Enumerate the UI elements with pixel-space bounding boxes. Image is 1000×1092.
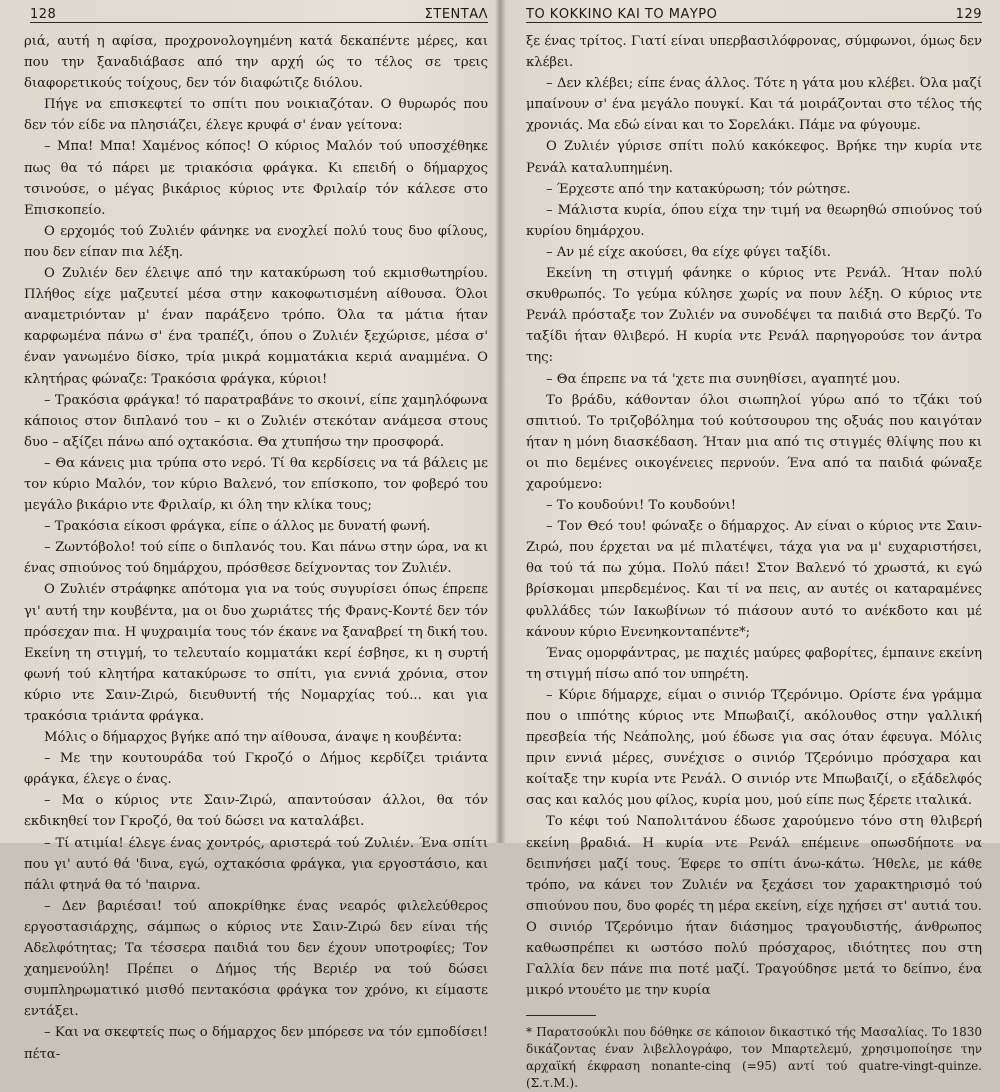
paragraph: Μόλις ο δήμαρχος βγήκε από την αίθουσα, άναψε η κουβέντα: xyxy=(44,730,462,746)
left-page-header xyxy=(30,0,488,23)
paragraph: – Και να σκεφτείς πως ο δήμαρχος δεν μπόρεσε να τόν εμποδίσει! πέτα- xyxy=(24,1025,488,1062)
left-page-body xyxy=(24,31,488,1065)
paragraph: – Μάλιστα κυρία, όπου είχα την τιμή να θεωρηθώ σπιούνος τού κυρίου δημάρχου. xyxy=(526,202,982,239)
right-page-header xyxy=(526,0,982,23)
paragraph: – Το κουδούνι! Το κουδούνι! xyxy=(546,498,736,514)
paragraph: – Μπα! Μπα! Χαμένος κόπος! Ο κύριος Μαλόν τού υποσχέθηκε πως θα τό πάρει με τριακόσια φράγκα. Κι επειδή ο δήμαρχος τσινούσε, ο μέγας βικάριος κύριος ντε Φριλαίρ τόν κάλεσε στο Επισκοπείο. xyxy=(24,139,488,218)
paragraph: Ο ερχομός τού Ζυλιέν φάνηκε να ενοχλεί πολύ τους δυο φίλους, που δεν είπαν πια λέξη. xyxy=(24,223,488,260)
paragraph: Ο Ζυλιέν στράφηκε απότομα για να τούς συγυρίσει όπως έπρεπε γι' αυτή την κουβέντα, μα οι δυο χωριάτες τής Φρανς-Κοντέ δεν τόν πρόσεχαν πια. Η ψυχραιμία τους τόν έκανε να ξαναβρεί τη δική του. Εκείνη τη στιγμή, το τελευταίο κομματάκι κερί έσβησε, κι η συρτή φωνή τού κλητήρα κατακύρωσε το σπίτι, για εννιά χρόνια, στον κύριο ντε Σαιν-Ζιρώ, διευθυντή τής Νομαρχίας τού... και για τρακόσια τριάντα φράγκα. xyxy=(24,582,488,724)
paragraph: – Έρχεστε από την κατακύρωση; τόν ρώτησε. xyxy=(546,181,851,197)
paragraph: – Θα έπρεπε να τά 'χετε πια συνηθίσει, αγαπητέ μου. xyxy=(546,371,901,387)
paragraph: – Δεν κλέβει; είπε ένας άλλος. Τότε η γάτα μου κλέβει. Όλα μαζί μπαίνουν σ' ένα μεγάλο πουγκί. Και τά μοιράζονται στο τέλος τής χρονιάς. Μα εδώ είναι και το Σορελάκι. Πάμε να φύγουμε. xyxy=(526,76,982,134)
paragraph: – Αν μέ είχε ακούσει, θα είχε φύγει ταξίδι. xyxy=(546,244,831,260)
paragraph: – Ζωντόβολο! τού είπε ο διπλανός του. Και πάνω στην ώρα, να κι ένας σπιούνος τού δημάρχου, πρόσθεσε δείχνοντας τον Ζυλιέν. xyxy=(24,540,488,577)
paragraph: Εκείνη τη στιγμή φάνηκε ο κύριος ντε Ρενάλ. Ήταν πολύ σκυθρωπός. Το γεύμα κύλησε χωρίς να πουν λέξη. Ο κύριος ντε Ρενάλ πρόσταξε τον Ζυλιέν να συνοδέψει τα παιδιά στο Βερζύ. Το ταξίδι ήταν θλιβερό. Η κυρία ντε Ρενάλ παρηγορούσε τον άντρα της: xyxy=(526,266,982,366)
paragraph: – Τον Θεό του! φώναξε ο δήμαρχος. Αν είναι ο κύριος ντε Σαιν-Ζιρώ, που έρχεται να μέ πιλατέψει, τάχα για να μ' ευχαριστήσει, θα τού τά πω χύμα. Πολύ πάει! Στον Βαλενό τό χρωστά, κι εγώ βρίσκομαι μπερδεμένος. Και τί να πεις, αν αυτές οι καταραμένες φυλλάδες τών Ιακωβίνων τό πιάσουν αυτό το ανέκδοτο και μέ κάνουν κύριο Ενενηκονταπέντε*; xyxy=(526,519,982,640)
paragraph: – Τρακόσια φράγκα! τό παρατραβάνε το σκοινί, είπε χαμηλόφωνα κάποιος στον διπλανό του – κι ο Ζυλιέν στεκόταν ανάμεσα στους δυο – αξίζει πάνω από οχτακόσια. Θα χτυπήσω την προσφορά. xyxy=(24,392,488,450)
paragraph: – Μα ο κύριος ντε Σαιν-Ζιρώ, απαντούσαν άλλοι, θα τόν εκδικηθεί τον Γκροζό, θα τού δώσει να καταλάβει. xyxy=(24,793,488,830)
right-page-body xyxy=(526,31,982,1001)
footnote-text: * Παρατσούκλι που δόθηκε σε κάποιον δικαστικό τής Μασαλίας. Το 1830 δικάζοντας έναν λιβελλογράφο, τον Μπαρτελεμύ, χρησιμοποίησε την αρχαϊκή έκφραση nonante-cinq (=95) αντί τού quatre-vingt-quinze. (Σ.τ.Μ.). xyxy=(526,1025,982,1091)
left-page xyxy=(0,0,500,1062)
paragraph: – Δεν βαριέσαι! τού αποκρίθηκε ένας νεαρός φιλελεύθερος εργοστασιάρχης, σάμπως ο κύριος ντε Σαιν-Ζιρώ δεν είναι τής Αδελφότητας; Τα τέσσερα παιδιά του δεν έχουν υποτροφίες; Τον χαημενούλη! Πρέπει ο Δήμος τής Βεριέρ να τού δώσει συμπληρωματικό μισθό πεντακόσια φράγκα τον χρόνο, κι είμαστε εντάξει. xyxy=(24,898,488,1020)
footnote xyxy=(526,1024,982,1092)
paragraph: Πήγε να επισκεφτεί το σπίτι που νοικιαζόταν. Ο θυρωρός που δεν τόν είδε να πλησιάζει, έλεγε κρυφά σ' έναν γείτονα: xyxy=(24,97,488,134)
paragraph: ξε ένας τρίτος. Γιατί είναι υπερβασιλόφρονας, σύμφωνοι, όμως δεν κλέβει. xyxy=(526,34,982,71)
paragraph: Το βράδυ, κάθονταν όλοι σιωπηλοί γύρω από το τζάκι τού σπιτιού. Το τριζοβόλημα τού κούτσουρου της οξυάς που καιγόταν ήταν η μόνη διασκέδαση. Ήταν μια από τις στιγμές θλίψης που κι οι πιο δεμένες οικογένειες περνούν. Ένα από τα παιδιά φώναξε χαρούμενο: xyxy=(526,392,982,492)
paragraph: ριά, αυτή η αφίσα, προχρονολογημένη κατά δεκαπέντε μέρες, και που την ξαναδιάβασε από την αρχή ώς το τέλος σε τρεις διαφορετικούς τοίχους, δεν τόν διαφώτιζε διόλου. xyxy=(24,34,488,92)
paragraph: Ο Ζυλιέν δεν έλειψε από την κατακύρωση τού εκμισθωτηρίου. Πλήθος είχε μαζευτεί μέσα στην κακοφωτισμένη αίθουσα. Όλοι αναμετριόνταν μ' έναν παράξενο τρόπο. Όλα τα μάτια ήταν καρφωμένα πάνω σ' ένα τραπέζι, όπου ο Ζυλιέν ξεχώρισε, μέσα σ' έναν γανωμένο δίσκο, τρία μικρά κομματάκια κεριά αναμμένα. Ο κλητήρας φώναζε: Τρακόσια φράγκα, κύριοι! xyxy=(24,266,488,387)
paragraph: – Τρακόσια είκοσι φράγκα, είπε ο άλλος με δυνατή φωνή. xyxy=(44,519,431,535)
paragraph: Ο Ζυλιέν γύρισε σπίτι πολύ κακόκεφος. Βρήκε την κυρία ντε Ρενάλ καταλυπημένη. xyxy=(526,139,982,176)
running-head: ΣΤΕΝΤΑΛ xyxy=(424,7,488,22)
page-number: 128 xyxy=(30,7,57,22)
paragraph: Το κέφι τού Ναπολιτάνου έδωσε χαρούμενο τόνο στη θλιβερή εκείνη βραδιά. Η κυρία ντε Ρενάλ επέμεινε οπωσδήποτε να δειπνήσει μαζί τους. Έφερε το σπίτι άνω-κάτω. Ήθελε, με κάθε τρόπο, να κάνει τον Ζυλιέν να ξεχάσει τον χαρακτηρισμό τού σπιούνου που, δυο φορές τη μέρα εκείνη, είχε ηχήσει στ' αυτιά του. Ο σινιόρ Τζερόνιμο ήταν διάσημος τραγουδιστής, άνθρωπος καθωσπρέπει κι ωστόσο πολύ πρόσχαρος, ιδιότητες που στη Γαλλία δεν πάνε πια ποτέ μαζί. Τραγούδησε μετά το δείπνο, ένα μικρό ντουέτο με την κυρία xyxy=(526,814,982,999)
right-page xyxy=(508,0,1000,1091)
page-number: 129 xyxy=(955,7,982,22)
running-head: ΤΟ ΚΟΚΚΙΝΟ ΚΑΙ ΤΟ ΜΑΥΡΟ xyxy=(526,7,718,22)
paragraph: – Θα κάνεις μια τρύπα στο νερό. Τί θα κερδίσεις να τά βάλεις με τον κύριο Μαλόν, τον κύριο Βαλενό, τον επίσκοπο, τον φοβερό του μεγάλο βικάριο ντε Φριλαίρ, κι όλη την κλίκα τους; xyxy=(24,455,488,514)
footnote-rule xyxy=(526,1015,596,1016)
paragraph: Ένας ομορφάντρας, με παχιές μαύρες φαβορίτες, έμπαινε εκείνη τη στιγμή πίσω από τον υπηρέτη. xyxy=(526,645,982,682)
paragraph: – Κύριε δήμαρχε, είμαι ο σινιόρ Τζερόνιμο. Ορίστε ένα γράμμα που ο ιππότης κύριος ντε Μπωβαιζί, ακόλουθος στην γαλλική πρεσβεία τής Νεάπολης, μού έδωσε για σας όταν έφευγα. Μόλις πριν εννιά μέρες, συνέχισε ο σινιόρ Τζερόνιμο πρόσχαρα και κοίταξε την κυρία ντε Ρενάλ. Ο σινιόρ ντε Μπωβαιζί, ο εξάδελφός σας και καλός μου φίλος, κυρία μου, μού είπε πως ξέρετε ιταλικά. xyxy=(526,687,982,809)
paragraph: – Τί ατιμία! έλεγε ένας χοντρός, αριστερά τού Ζυλιέν. Ένα σπίτι που γι' αυτό θά 'δινα, εγώ, οχτακόσια φράγκα, για εργοστάσιο, και πάλι φτηνά θα τό 'παιρνα. xyxy=(24,835,488,893)
paragraph: – Με την κουτουράδα τού Γκροζό ο Δήμος κερδίζει τριάντα φράγκα, έλεγε ο ένας. xyxy=(24,751,488,788)
